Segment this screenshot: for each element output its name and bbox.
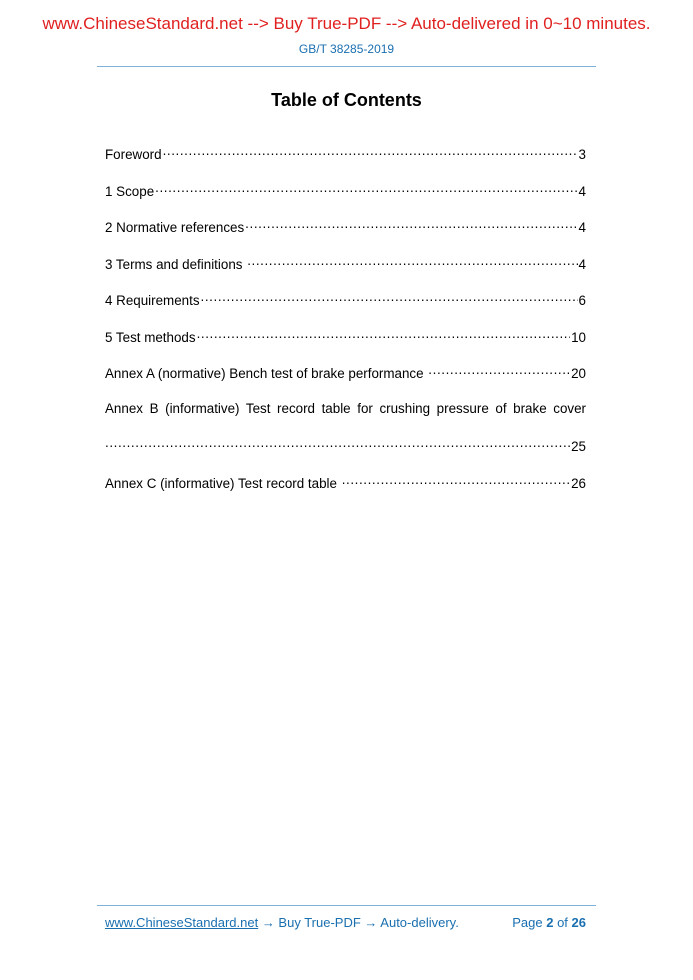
footer-promo — [105, 915, 459, 930]
toc-entry-label: 4 Requirements — [105, 293, 200, 308]
toc-entry-label: Foreword — [105, 147, 162, 162]
toc-entry-scope[interactable] — [105, 182, 586, 219]
toc-entry-page: 4 — [578, 256, 586, 272]
footer-link[interactable]: www.ChineseStandard.net — [105, 915, 259, 930]
toc-entry-foreword[interactable] — [105, 145, 586, 182]
dot-leader — [428, 364, 570, 378]
toc-entry-annex-b[interactable] — [105, 401, 586, 438]
toc-entry-page: 4 — [578, 220, 586, 235]
promo-banner[interactable]: www.ChineseStandard.net --> Buy True-PDF --> Auto-delivered in 0~10 minutes. — [42, 14, 651, 33]
toc-entry-label: Annex C (informative) Test record table — [105, 475, 341, 491]
dot-leader — [245, 218, 577, 232]
toc-entry-page: 3 — [578, 147, 586, 162]
dot-leader — [197, 328, 571, 342]
toc-entry-requirements[interactable] — [105, 291, 586, 328]
table-of-contents — [105, 145, 586, 510]
footer-promo-tail: → Buy True-PDF → Auto-delivery. — [258, 915, 459, 930]
toc-entry-annex-c[interactable] — [105, 474, 586, 511]
toc-entry-label: 1 Scope — [105, 183, 155, 199]
page-footer — [105, 915, 586, 930]
toc-entry-page: 6 — [578, 293, 586, 308]
toc-entry-label: 2 Normative references — [105, 220, 245, 235]
toc-entry-label: 5 Test methods — [105, 329, 196, 345]
toc-entry-page: 10 — [571, 329, 586, 345]
toc-entry-label: Annex A (normative) Bench test of brake performance — [105, 366, 428, 381]
toc-entry-normative-references[interactable] — [105, 218, 586, 255]
page-number — [512, 915, 586, 930]
dot-leader — [201, 291, 578, 305]
page-prefix: Page — [512, 915, 547, 930]
toc-entry-page: 25 — [571, 439, 586, 454]
toc-entry-annex-b-continuation[interactable] — [105, 437, 586, 474]
toc-entry-page: 20 — [571, 366, 586, 381]
footer-divider — [97, 905, 596, 906]
page-total: 26 — [571, 915, 586, 930]
dot-leader — [163, 145, 578, 159]
toc-entry-terms-and-definitions[interactable] — [105, 255, 586, 292]
toc-entry-test-methods[interactable] — [105, 328, 586, 365]
dot-leader — [342, 474, 570, 488]
toc-entry-label: Annex B (informative) Test record table for crushing pressure of brake cover — [105, 400, 586, 416]
dot-leader — [105, 437, 570, 451]
toc-entry-page: 4 — [578, 183, 586, 199]
page-current: 2 — [546, 915, 554, 930]
header-divider — [97, 66, 596, 67]
dot-leader — [247, 255, 577, 269]
toc-entry-label: 3 Terms and definitions — [105, 256, 247, 272]
toc-entry-annex-a[interactable] — [105, 364, 586, 401]
page-of: of — [553, 915, 572, 930]
page-title: Table of Contents — [271, 90, 422, 110]
dot-leader — [155, 182, 577, 196]
toc-entry-page: 26 — [571, 475, 586, 491]
document-code: GB/T 38285-2019 — [298, 42, 395, 56]
